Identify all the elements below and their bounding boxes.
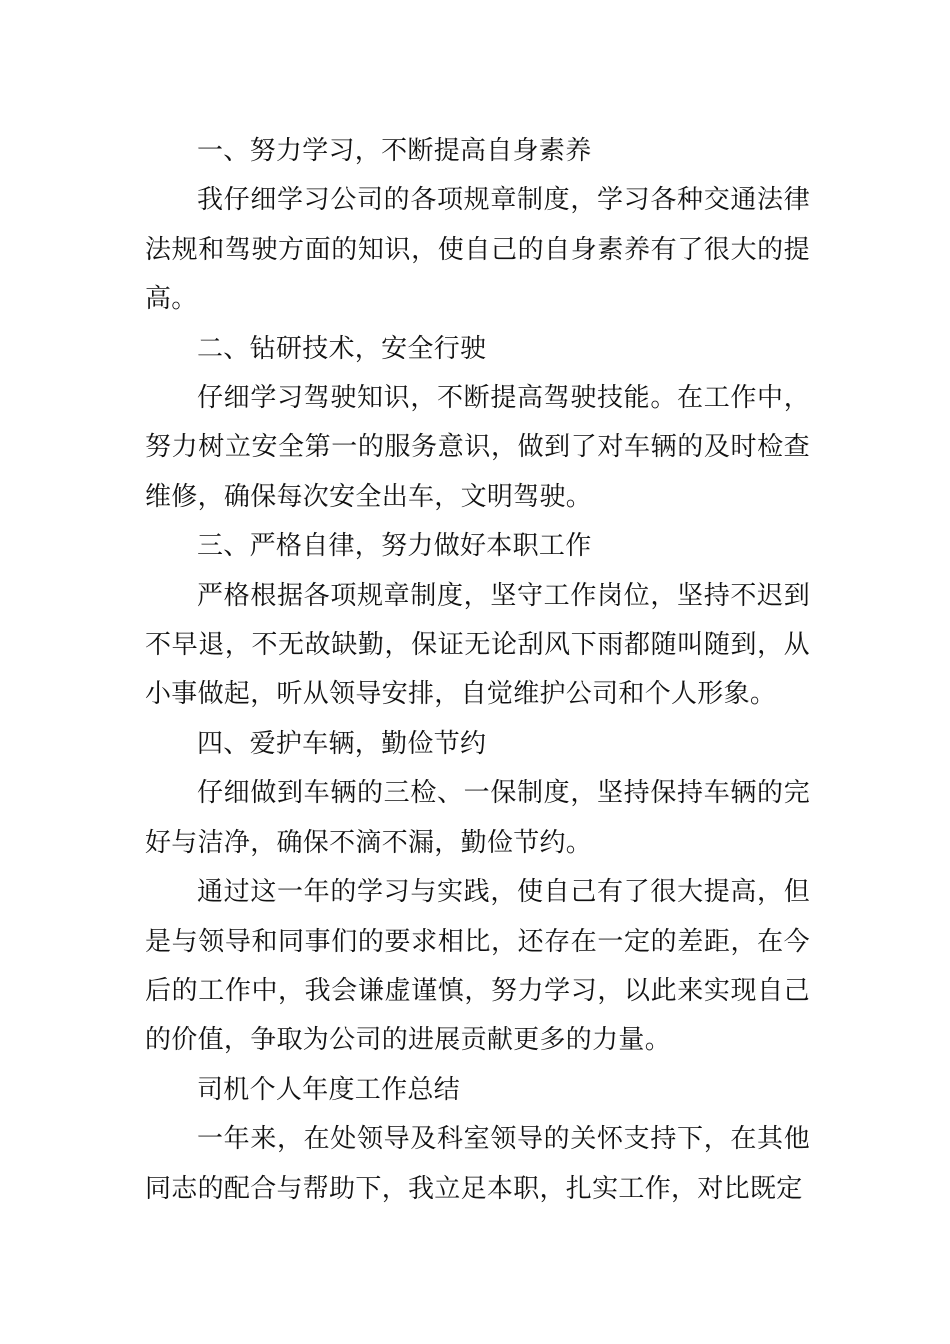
paragraph: 我仔细学习公司的各项规章制度，学习各种交通法律法规和驾驶方面的知识，使自己的自身素养有了很大的提高。 (145, 185, 810, 315)
document-body (145, 127, 810, 1214)
section-heading-1: 一、努力学习，不断提高自身素养 (197, 136, 592, 166)
paragraph: 严格根据各项规章制度，坚守工作岗位，坚持不迟到不早退，不无故缺勤，保证无论刮风下雨都随叫随到，从小事做起，听从领导安排，自觉维护公司和个人形象。 (145, 580, 810, 710)
paragraph: 通过这一年的学习与实践，使自己有了很大提高，但是与领导和同事们的要求相比，还存在一定的差距，在今后的工作中，我会谦虚谨慎，努力学习，以此来实现自己的价值，争取为公司的进展贡献更多的力量。 (145, 877, 810, 1056)
paragraph: 仔细做到车辆的三检、一保制度，坚持保持车辆的完好与洁净，确保不滴不漏，勤俭节约。 (145, 778, 810, 858)
section-heading-3: 三、严格自律，努力做好本职工作 (197, 531, 592, 562)
paragraph: 仔细学习驾驶知识，不断提高驾驶技能。在工作中，努力树立安全第一的服务意识，做到了对车辆的及时检查维修，确保每次安全出车，文明驾驶。 (145, 383, 810, 512)
paragraph: 一年来，在处领导及科室领导的关怀支持下，在其他同志的配合与帮助下，我立足本职，扎实工作，对比既定 (145, 1124, 810, 1204)
section-heading-4: 四、爱护车辆，勤俭节约 (197, 728, 487, 759)
document-title: 司机个人年度工作总结 (197, 1074, 461, 1105)
section-heading-2: 二、钻研技术，安全行驶 (197, 333, 487, 364)
